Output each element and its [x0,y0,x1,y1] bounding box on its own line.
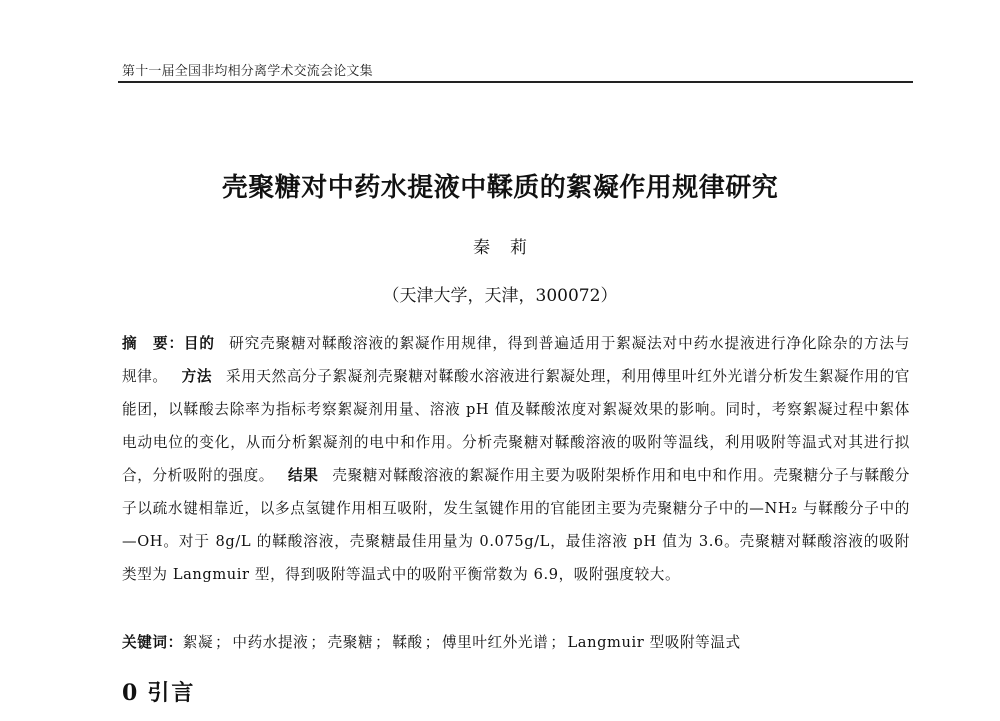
keyword-separator: ； [215,634,231,651]
affiliation: （天津大学，天津，300072） [382,286,618,306]
section-number: 0 [122,680,140,706]
objective-text: 研究壳聚糖对鞣酸溶液的絮凝作用规律，得到普遍适用于絮凝法对中药水提液进行净化除杂的方法与规律。 [122,335,911,385]
section-heading [122,676,195,707]
method-label: 方法 [181,368,213,385]
abstract [122,327,910,591]
keyword: Langmuir 型吸附等温式 [567,634,741,651]
keyword: 中药水提液 [232,634,309,651]
objective-label: 目的 [183,335,215,352]
keyword-separator: ； [375,634,391,651]
method-text: 采用天然高分子絮凝剂壳聚糖对鞣酸水溶液进行絮凝处理，利用傅里叶红外光谱分析发生絮凝作用的官能团，以鞣酸去除率为指标考察絮凝剂用量、溶液 pH 值及鞣酸浓度对絮凝效果的影响。同时，考察絮凝过程中絮体电动电位的变化，从而分析絮凝剂的电中和作用。分析壳聚糖对鞣酸溶液的吸附等温线，利用吸附等温式对其进行拟合，分析吸附的强度。 [122,368,910,484]
keyword: 傅里叶红外光谱 [441,634,549,651]
author: 秦莉 [473,238,547,258]
result-label: 结果 [288,467,319,484]
abstract-label: 摘 要： [122,335,184,352]
keywords [122,631,910,655]
keyword: 絮凝 [182,634,214,651]
keyword: 鞣酸 [392,634,423,651]
section-title: 引言 [147,680,196,706]
keyword-separator: ； [550,634,566,651]
running-header: 第十一届全国非均相分离学术交流会论文集 [122,64,373,79]
paper-title: 壳聚糖对中药水提液中鞣质的絮凝作用规律研究 [221,173,779,203]
keyword: 壳聚糖 [327,634,374,651]
result-text: 壳聚糖对鞣酸溶液的絮凝作用主要为吸附架桥作用和电中和作用。壳聚糖分子与鞣酸分子以疏水键相靠近，以多点氢键作用相互吸附，发生氢键作用的官能团主要为壳聚糖分子中的—NH₂ 与鞣酸分子中的—OH。对于 8g/L 的鞣酸溶液，壳聚糖最佳用量为 0.075g/L，最佳溶液 pH 值为 3.6。壳聚糖对鞣酸溶液的吸附类型为 Langmuir 型，得到吸附等温式中的吸附平衡常数为 6.9，吸附强度较大。 [122,467,910,583]
keyword-separator: ； [310,634,326,651]
keyword-separator: ； [424,634,440,651]
keywords-label: 关键词： [122,634,183,651]
header-rule [118,81,913,83]
